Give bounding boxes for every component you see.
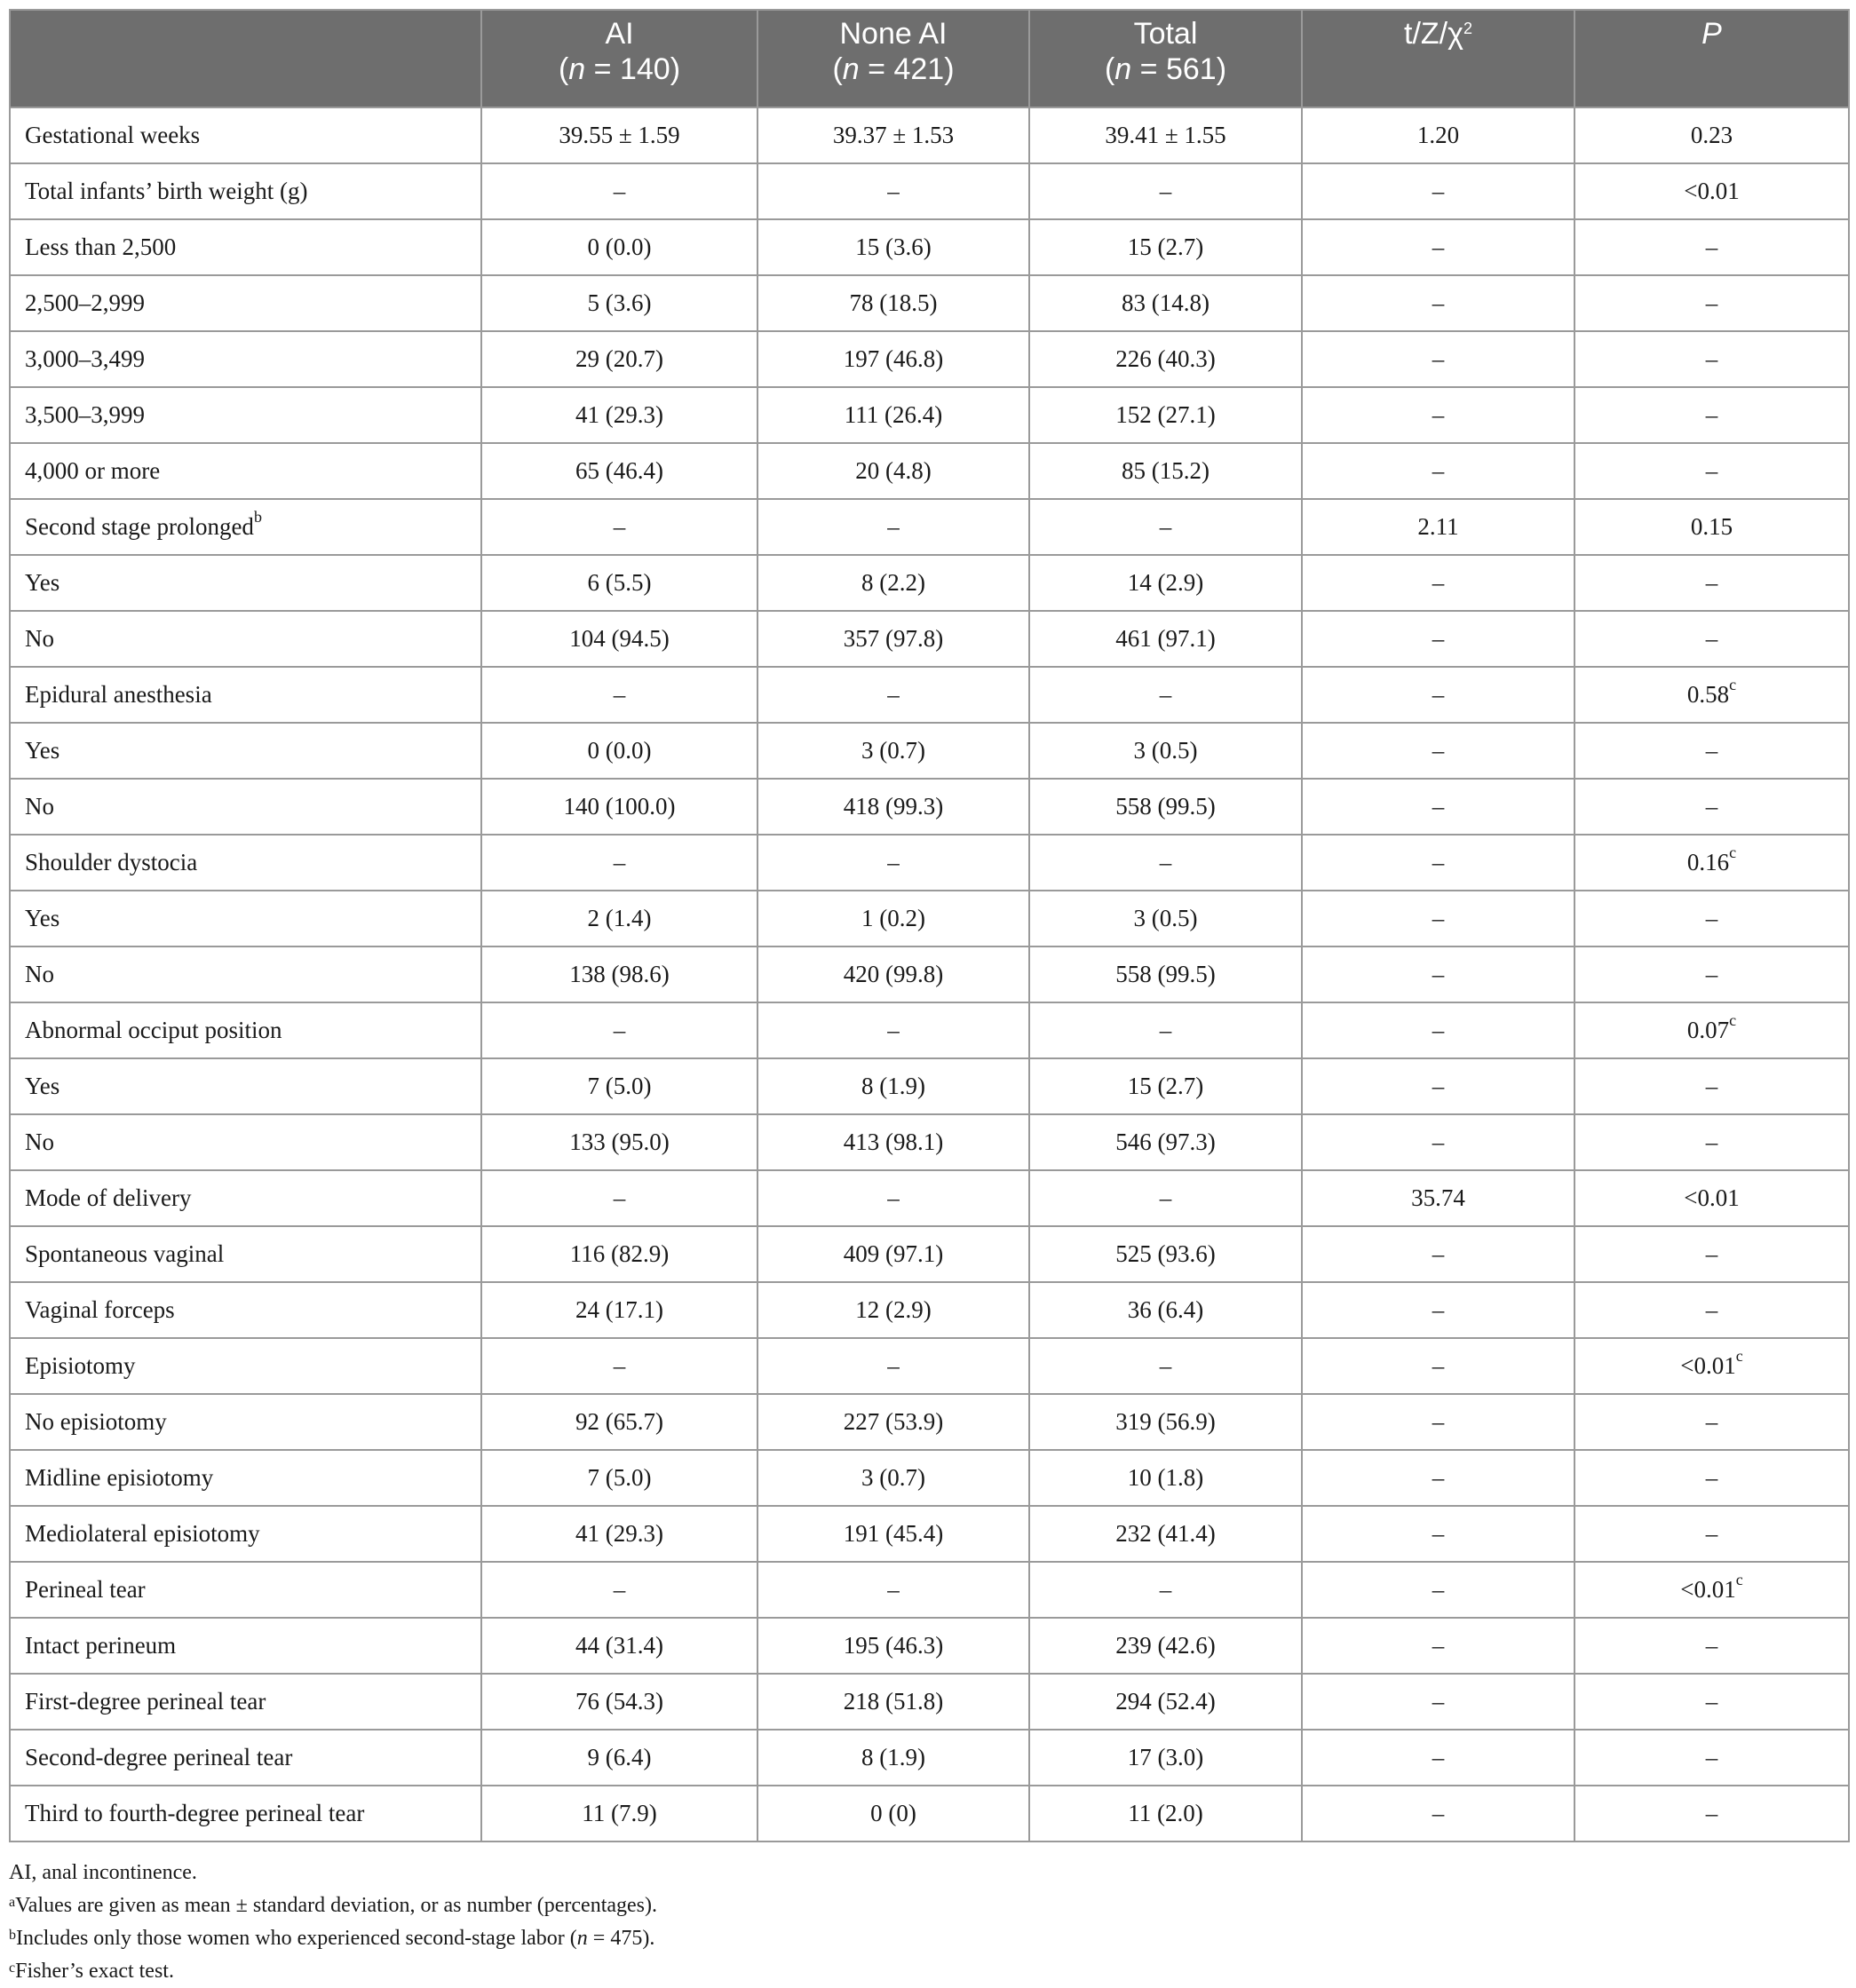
- cell-ai: –: [481, 163, 757, 219]
- cell-p-value: –: [1574, 1730, 1849, 1786]
- cell-p-value: –: [1574, 1674, 1849, 1730]
- cell-statistic: 1.20: [1302, 107, 1574, 163]
- cell-p-value: –: [1574, 331, 1849, 387]
- cell-statistic: –: [1302, 1506, 1574, 1562]
- cell-ai: –: [481, 1002, 757, 1058]
- row-label: No episiotomy: [10, 1394, 481, 1450]
- cell-total: 226 (40.3): [1029, 331, 1302, 387]
- cell-total: 546 (97.3): [1029, 1114, 1302, 1170]
- cell-ai: –: [481, 835, 757, 891]
- cell-total: 83 (14.8): [1029, 275, 1302, 331]
- footnote-abbreviation: AI, anal incontinence.: [9, 1861, 197, 1884]
- cell-ai: 92 (65.7): [481, 1394, 757, 1450]
- cell-none-ai: 15 (3.6): [757, 219, 1029, 275]
- cell-ai: 7 (5.0): [481, 1450, 757, 1506]
- cell-statistic: –: [1302, 1282, 1574, 1338]
- cell-ai: 104 (94.5): [481, 611, 757, 667]
- header-sup: 2: [1463, 20, 1472, 37]
- cell-p-value: –: [1574, 1618, 1849, 1674]
- cell-total: –: [1029, 1002, 1302, 1058]
- cell-ai: 2 (1.4): [481, 891, 757, 946]
- cell-p-value: 0.15: [1574, 499, 1849, 555]
- table-row: [10, 1730, 1849, 1786]
- cell-none-ai: 357 (97.8): [757, 611, 1029, 667]
- header-title: None AI: [839, 17, 948, 51]
- cell-none-ai: 195 (46.3): [757, 1618, 1029, 1674]
- header-n: (n = 421): [832, 52, 955, 86]
- cell-total: 15 (2.7): [1029, 219, 1302, 275]
- cell-total: –: [1029, 499, 1302, 555]
- table-body: [10, 107, 1849, 1841]
- cell-ai: 138 (98.6): [481, 946, 757, 1002]
- table-container: [9, 9, 1848, 1988]
- cell-none-ai: 191 (45.4): [757, 1506, 1029, 1562]
- table-row: [10, 219, 1849, 275]
- cell-none-ai: 413 (98.1): [757, 1114, 1029, 1170]
- cell-ai: 76 (54.3): [481, 1674, 757, 1730]
- cell-none-ai: 12 (2.9): [757, 1282, 1029, 1338]
- row-label: Intact perineum: [10, 1618, 481, 1674]
- cell-none-ai: 39.37 ± 1.53: [757, 107, 1029, 163]
- row-label: Epidural anesthesia: [10, 667, 481, 723]
- header-title: t/Z/χ: [1404, 17, 1463, 51]
- cell-statistic: –: [1302, 387, 1574, 443]
- cell-total: –: [1029, 835, 1302, 891]
- cell-statistic: –: [1302, 1394, 1574, 1450]
- table-row: [10, 1002, 1849, 1058]
- footnote-marker: b: [253, 508, 262, 526]
- row-label: 3,000–3,499: [10, 331, 481, 387]
- cell-p-value: –: [1574, 946, 1849, 1002]
- cell-p-value: –: [1574, 443, 1849, 499]
- row-label: Yes: [10, 891, 481, 946]
- cell-total: 3 (0.5): [1029, 723, 1302, 779]
- cell-total: –: [1029, 1562, 1302, 1618]
- table-row: [10, 1562, 1849, 1618]
- cell-ai: 140 (100.0): [481, 779, 757, 835]
- cell-p-value: –: [1574, 723, 1849, 779]
- footnote-marker: c: [1729, 844, 1737, 861]
- cell-p-value: 0.58$^c$: [1574, 667, 1849, 723]
- table-row: [10, 1450, 1849, 1506]
- cell-none-ai: –: [757, 1002, 1029, 1058]
- table-row: [10, 331, 1849, 387]
- header-p: [1574, 10, 1849, 107]
- cell-none-ai: –: [757, 835, 1029, 891]
- footnote-marker: c: [1729, 1011, 1737, 1029]
- cell-p-value: –: [1574, 1058, 1849, 1114]
- table-row: [10, 1282, 1849, 1338]
- cell-total: 36 (6.4): [1029, 1282, 1302, 1338]
- cell-total: 39.41 ± 1.55: [1029, 107, 1302, 163]
- row-label: Yes: [10, 555, 481, 611]
- cell-ai: 6 (5.5): [481, 555, 757, 611]
- footnote-marker: c: [1735, 1347, 1743, 1365]
- cell-total: 17 (3.0): [1029, 1730, 1302, 1786]
- row-label: Perineal tear: [10, 1562, 481, 1618]
- cell-none-ai: –: [757, 1562, 1029, 1618]
- cell-p-value: –: [1574, 555, 1849, 611]
- cell-none-ai: 3 (0.7): [757, 723, 1029, 779]
- table-row: [10, 1394, 1849, 1450]
- cell-total: 3 (0.5): [1029, 891, 1302, 946]
- cell-total: 10 (1.8): [1029, 1450, 1302, 1506]
- cell-p-value: –: [1574, 1394, 1849, 1450]
- header-empty: [10, 10, 481, 107]
- cell-p-value: –: [1574, 1114, 1849, 1170]
- cell-p-value: –: [1574, 1226, 1849, 1282]
- table-row: [10, 499, 1849, 555]
- row-label: Abnormal occiput position: [10, 1002, 481, 1058]
- cell-statistic: –: [1302, 1002, 1574, 1058]
- cell-none-ai: 20 (4.8): [757, 443, 1029, 499]
- cell-total: 15 (2.7): [1029, 1058, 1302, 1114]
- table-row: [10, 1058, 1849, 1114]
- row-label: No: [10, 611, 481, 667]
- cell-none-ai: 8 (2.2): [757, 555, 1029, 611]
- cell-statistic: 35.74: [1302, 1170, 1574, 1226]
- cell-ai: 0 (0.0): [481, 723, 757, 779]
- table-header: [10, 10, 1849, 107]
- cell-statistic: –: [1302, 1730, 1574, 1786]
- row-label: Second stage prolonged$^b$: [10, 499, 481, 555]
- row-label: No: [10, 946, 481, 1002]
- cell-none-ai: 420 (99.8): [757, 946, 1029, 1002]
- footnote-b: $^b$Includes only those women who experienced second-stage labor (n = 475).: [9, 1927, 655, 1950]
- cell-ai: –: [481, 499, 757, 555]
- cell-p-value: <0.01: [1574, 1170, 1849, 1226]
- cell-total: 232 (41.4): [1029, 1506, 1302, 1562]
- cell-none-ai: 409 (97.1): [757, 1226, 1029, 1282]
- cell-statistic: –: [1302, 667, 1574, 723]
- row-label: Second-degree perineal tear: [10, 1730, 481, 1786]
- cell-statistic: –: [1302, 891, 1574, 946]
- cell-none-ai: –: [757, 1338, 1029, 1394]
- cell-total: 558 (99.5): [1029, 946, 1302, 1002]
- cell-statistic: –: [1302, 835, 1574, 891]
- cell-p-value: –: [1574, 275, 1849, 331]
- cell-none-ai: 1 (0.2): [757, 891, 1029, 946]
- cell-statistic: –: [1302, 275, 1574, 331]
- footnote-a: $^a$Values are given as mean ± standard deviation, or as number (percentages).: [9, 1894, 658, 1917]
- cell-none-ai: 78 (18.5): [757, 275, 1029, 331]
- cell-statistic: –: [1302, 1674, 1574, 1730]
- cell-none-ai: –: [757, 163, 1029, 219]
- row-label: First-degree perineal tear: [10, 1674, 481, 1730]
- cell-ai: 41 (29.3): [481, 387, 757, 443]
- cell-none-ai: –: [757, 1170, 1029, 1226]
- row-label: Vaginal forceps: [10, 1282, 481, 1338]
- table-row: [10, 1674, 1849, 1730]
- cell-p-value: –: [1574, 891, 1849, 946]
- cell-statistic: –: [1302, 1114, 1574, 1170]
- header-none-ai: [757, 10, 1029, 107]
- cell-total: 239 (42.6): [1029, 1618, 1302, 1674]
- cell-statistic: –: [1302, 1338, 1574, 1394]
- cell-ai: 9 (6.4): [481, 1730, 757, 1786]
- header-n: (n = 561): [1104, 52, 1227, 86]
- table-row: [10, 1114, 1849, 1170]
- cell-p-value: 0.16$^c$: [1574, 835, 1849, 891]
- cell-total: –: [1029, 163, 1302, 219]
- cell-total: –: [1029, 667, 1302, 723]
- data-table: [9, 9, 1850, 1842]
- cell-statistic: –: [1302, 331, 1574, 387]
- cell-p-value: –: [1574, 611, 1849, 667]
- cell-ai: –: [481, 667, 757, 723]
- table-row: [10, 275, 1849, 331]
- cell-ai: 41 (29.3): [481, 1506, 757, 1562]
- table-row: [10, 387, 1849, 443]
- cell-ai: 116 (82.9): [481, 1226, 757, 1282]
- cell-ai: 11 (7.9): [481, 1786, 757, 1841]
- cell-total: –: [1029, 1170, 1302, 1226]
- header-total: [1029, 10, 1302, 107]
- table-row: [10, 1786, 1849, 1841]
- cell-none-ai: 418 (99.3): [757, 779, 1029, 835]
- table-row: [10, 163, 1849, 219]
- cell-p-value: –: [1574, 1450, 1849, 1506]
- row-label: 4,000 or more: [10, 443, 481, 499]
- cell-ai: 44 (31.4): [481, 1618, 757, 1674]
- cell-total: 558 (99.5): [1029, 779, 1302, 835]
- table-row: [10, 946, 1849, 1002]
- table-row: [10, 1506, 1849, 1562]
- footnote-c: $^c$Fisher’s exact test.: [9, 1960, 174, 1983]
- cell-none-ai: 8 (1.9): [757, 1058, 1029, 1114]
- cell-p-value: –: [1574, 1282, 1849, 1338]
- cell-total: 152 (27.1): [1029, 387, 1302, 443]
- table-row: [10, 1338, 1849, 1394]
- row-label: Episiotomy: [10, 1338, 481, 1394]
- cell-ai: 133 (95.0): [481, 1114, 757, 1170]
- table-row: [10, 779, 1849, 835]
- header-statistic: [1302, 10, 1574, 107]
- footnote-marker: c: [1729, 676, 1737, 693]
- table-row: [10, 667, 1849, 723]
- table-row: [10, 891, 1849, 946]
- cell-statistic: –: [1302, 779, 1574, 835]
- cell-statistic: 2.11: [1302, 499, 1574, 555]
- cell-statistic: –: [1302, 219, 1574, 275]
- row-label: Spontaneous vaginal: [10, 1226, 481, 1282]
- table-row: [10, 107, 1849, 163]
- row-label: Yes: [10, 1058, 481, 1114]
- cell-statistic: –: [1302, 555, 1574, 611]
- header-title: P: [1701, 17, 1722, 51]
- cell-statistic: –: [1302, 163, 1574, 219]
- cell-p-value: <0.01: [1574, 163, 1849, 219]
- cell-ai: 0 (0.0): [481, 219, 757, 275]
- cell-statistic: –: [1302, 611, 1574, 667]
- cell-total: 11 (2.0): [1029, 1786, 1302, 1841]
- row-label: Midline episiotomy: [10, 1450, 481, 1506]
- footnotes: [9, 1857, 1848, 1988]
- row-label: Gestational weeks: [10, 107, 481, 163]
- cell-statistic: –: [1302, 1450, 1574, 1506]
- row-label: Mediolateral episiotomy: [10, 1506, 481, 1562]
- cell-p-value: –: [1574, 1786, 1849, 1841]
- cell-none-ai: 3 (0.7): [757, 1450, 1029, 1506]
- cell-total: 85 (15.2): [1029, 443, 1302, 499]
- footnote-marker: c: [1735, 1571, 1743, 1588]
- cell-p-value: –: [1574, 1506, 1849, 1562]
- cell-total: 461 (97.1): [1029, 611, 1302, 667]
- cell-ai: 7 (5.0): [481, 1058, 757, 1114]
- cell-total: 14 (2.9): [1029, 555, 1302, 611]
- table-row: [10, 1618, 1849, 1674]
- cell-statistic: –: [1302, 1618, 1574, 1674]
- row-label: Third to fourth-degree perineal tear: [10, 1786, 481, 1841]
- cell-statistic: –: [1302, 443, 1574, 499]
- table-row: [10, 723, 1849, 779]
- cell-p-value: –: [1574, 779, 1849, 835]
- cell-statistic: –: [1302, 723, 1574, 779]
- cell-ai: 29 (20.7): [481, 331, 757, 387]
- cell-none-ai: 197 (46.8): [757, 331, 1029, 387]
- cell-statistic: –: [1302, 946, 1574, 1002]
- cell-p-value: 0.23: [1574, 107, 1849, 163]
- row-label: Less than 2,500: [10, 219, 481, 275]
- row-label: Total infants’ birth weight (g): [10, 163, 481, 219]
- cell-total: 525 (93.6): [1029, 1226, 1302, 1282]
- table-row: [10, 835, 1849, 891]
- row-label: 3,500–3,999: [10, 387, 481, 443]
- cell-total: 319 (56.9): [1029, 1394, 1302, 1450]
- cell-none-ai: 218 (51.8): [757, 1674, 1029, 1730]
- row-label: No: [10, 1114, 481, 1170]
- table-row: [10, 555, 1849, 611]
- cell-none-ai: 8 (1.9): [757, 1730, 1029, 1786]
- cell-ai: –: [481, 1338, 757, 1394]
- row-label: Shoulder dystocia: [10, 835, 481, 891]
- cell-ai: 24 (17.1): [481, 1282, 757, 1338]
- header-row: [10, 10, 1849, 107]
- cell-ai: 5 (3.6): [481, 275, 757, 331]
- cell-ai: 65 (46.4): [481, 443, 757, 499]
- cell-none-ai: 0 (0): [757, 1786, 1029, 1841]
- header-title: AI: [605, 17, 634, 51]
- cell-ai: –: [481, 1170, 757, 1226]
- cell-statistic: –: [1302, 1058, 1574, 1114]
- table-row: [10, 611, 1849, 667]
- row-label: Yes: [10, 723, 481, 779]
- cell-none-ai: –: [757, 499, 1029, 555]
- header-ai: [481, 10, 757, 107]
- cell-statistic: –: [1302, 1226, 1574, 1282]
- cell-p-value: <0.01$^c$: [1574, 1338, 1849, 1394]
- cell-ai: 39.55 ± 1.59: [481, 107, 757, 163]
- cell-total: –: [1029, 1338, 1302, 1394]
- cell-p-value: –: [1574, 219, 1849, 275]
- header-n: (n = 140): [558, 52, 681, 86]
- cell-none-ai: 111 (26.4): [757, 387, 1029, 443]
- table-row: [10, 1226, 1849, 1282]
- cell-statistic: –: [1302, 1562, 1574, 1618]
- cell-ai: –: [481, 1562, 757, 1618]
- table-row: [10, 443, 1849, 499]
- cell-statistic: –: [1302, 1786, 1574, 1841]
- cell-p-value: <0.01$^c$: [1574, 1562, 1849, 1618]
- cell-none-ai: 227 (53.9): [757, 1394, 1029, 1450]
- cell-total: 294 (52.4): [1029, 1674, 1302, 1730]
- cell-none-ai: –: [757, 667, 1029, 723]
- row-label: 2,500–2,999: [10, 275, 481, 331]
- header-title: Total: [1133, 17, 1198, 51]
- cell-p-value: 0.07$^c$: [1574, 1002, 1849, 1058]
- table-row: [10, 1170, 1849, 1226]
- row-label: Mode of delivery: [10, 1170, 481, 1226]
- row-label: No: [10, 779, 481, 835]
- cell-p-value: –: [1574, 387, 1849, 443]
